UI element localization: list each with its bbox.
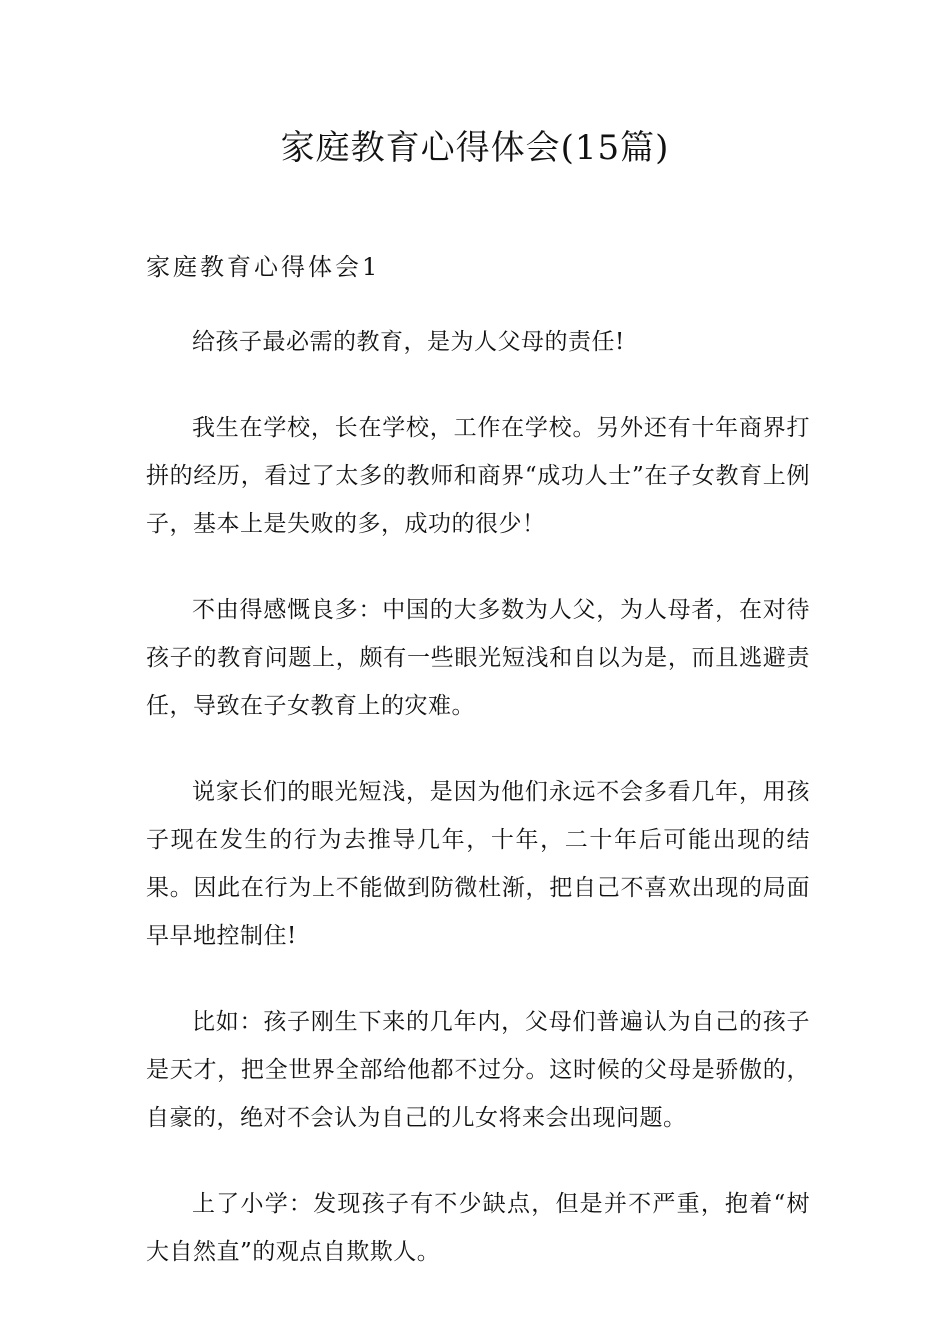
paragraph: 比如：孩子刚生下来的几年内，父母们普遍认为自己的孩子是天才，把全世界全部给他都不过分。这时候的父母是骄傲的，自豪的，绝对不会认为自己的儿女将来会出现问题。 [146, 1009, 810, 1131]
section-heading: 家庭教育心得体会1 [146, 253, 381, 281]
paragraph: 说家长们的眼光短浅，是因为他们永远不会多看几年，用孩子现在发生的行为去推导几年，十年，二十年后可能出现的结果。因此在行为上不能做到防微杜渐，把自己不喜欢出现的局面早早地控制住! [146, 779, 810, 949]
paragraph: 给孩子最必需的教育，是为人父母的责任! [192, 329, 625, 355]
document-title: 家庭教育心得体会(15篇) [280, 128, 670, 168]
body-text [146, 318, 810, 1314]
paragraph: 不由得感慨良多：中国的大多数为人父，为人母者，在对待孩子的教育问题上，颇有一些眼光短浅和自以为是，而且逃避责任，导致在子女教育上的灾难。 [146, 597, 810, 719]
paragraph: 上了小学：发现孩子有不少缺点，但是并不严重，抱着“树大自然直”的观点自欺欺人。 [146, 1191, 810, 1265]
paragraph: 我生在学校，长在学校，工作在学校。另外还有十年商界打拼的经历，看过了太多的教师和商界“成功人士”在子女教育上例子，基本上是失败的多，成功的很少！ [146, 415, 810, 537]
